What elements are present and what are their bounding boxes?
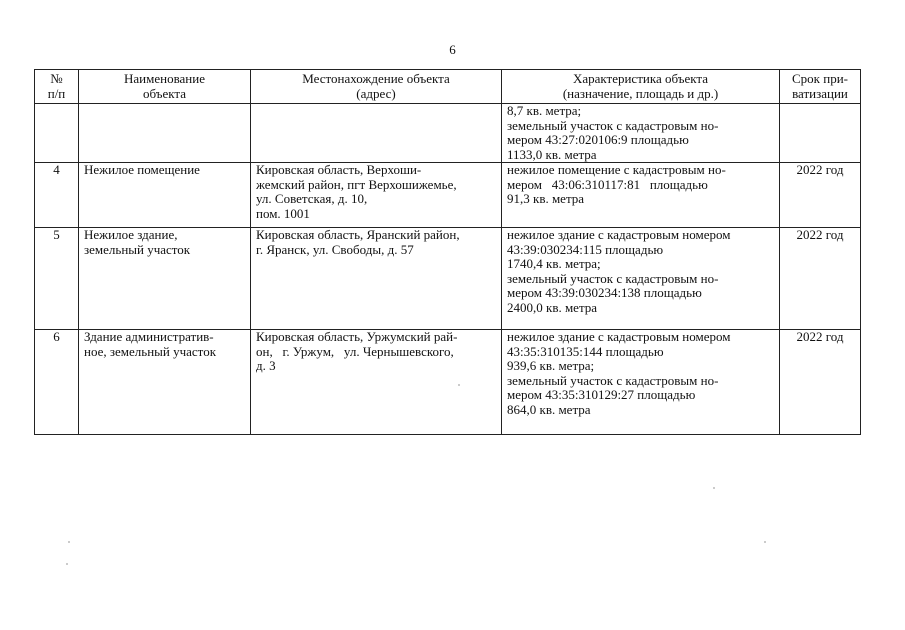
page-number: 6	[449, 42, 456, 57]
header-name: Наименование объекта	[79, 70, 251, 104]
header-characteristics: Характеристика объекта (назначение, площадь и др.)	[502, 70, 780, 104]
cell-address	[251, 104, 502, 163]
cell-name: Нежилое помещение	[79, 163, 251, 228]
cell-name: Здание административ- ное, земельный участок	[79, 330, 251, 435]
scan-speck	[66, 563, 68, 565]
cell-no: 6	[35, 330, 79, 435]
cell-period: 2022 год	[780, 163, 861, 228]
header-period: Срок при- ватизации	[780, 70, 861, 104]
cell-name: Нежилое здание, земельный участок	[79, 228, 251, 330]
cell-period: 2022 год	[780, 228, 861, 330]
scan-speck	[713, 487, 715, 489]
cell-no: 4	[35, 163, 79, 228]
header-address: Местонахождение объекта (адрес)	[251, 70, 502, 104]
table-row	[35, 163, 861, 228]
cell-characteristics: 8,7 кв. метра; земельный участок с кадастровым но- мером 43:27:020106:9 площадью 1133,0 кв. метра	[502, 104, 780, 163]
table-row	[35, 330, 861, 435]
table-row	[35, 228, 861, 330]
cell-name	[79, 104, 251, 163]
scan-speck	[458, 384, 460, 386]
scan-speck	[68, 541, 70, 543]
scan-speck	[764, 541, 766, 543]
cell-no	[35, 104, 79, 163]
cell-characteristics: нежилое здание с кадастровым номером 43:39:030234:115 площадью 1740,4 кв. метра; земельный участок с кадастровым но- мером 43:39:030234:138 площадью 2400,0 кв. метра	[502, 228, 780, 330]
cell-period	[780, 104, 861, 163]
header-no: № п/п	[35, 70, 79, 104]
privatization-table	[34, 69, 861, 435]
cell-no: 5	[35, 228, 79, 330]
cell-address: Кировская область, Верхоши- жемский район, пгт Верхошижемье, ул. Советская, д. 10, пом. 1001	[251, 163, 502, 228]
cell-characteristics: нежилое помещение с кадастровым но- мером 43:06:310117:81 площадью 91,3 кв. метра	[502, 163, 780, 228]
cell-address: Кировская область, Уржумский рай- он, г. Уржум, ул. Чернышевского, д. 3	[251, 330, 502, 435]
cell-address: Кировская область, Яранский район, г. Яранск, ул. Свободы, д. 57	[251, 228, 502, 330]
cell-characteristics: нежилое здание с кадастровым номером 43:35:310135:144 площадью 939,6 кв. метра; земельный участок с кадастровым но- мером 43:35:310129:27 площадью 864,0 кв. метра	[502, 330, 780, 435]
table-row	[35, 104, 861, 163]
table-header-row	[35, 70, 861, 104]
cell-period: 2022 год	[780, 330, 861, 435]
